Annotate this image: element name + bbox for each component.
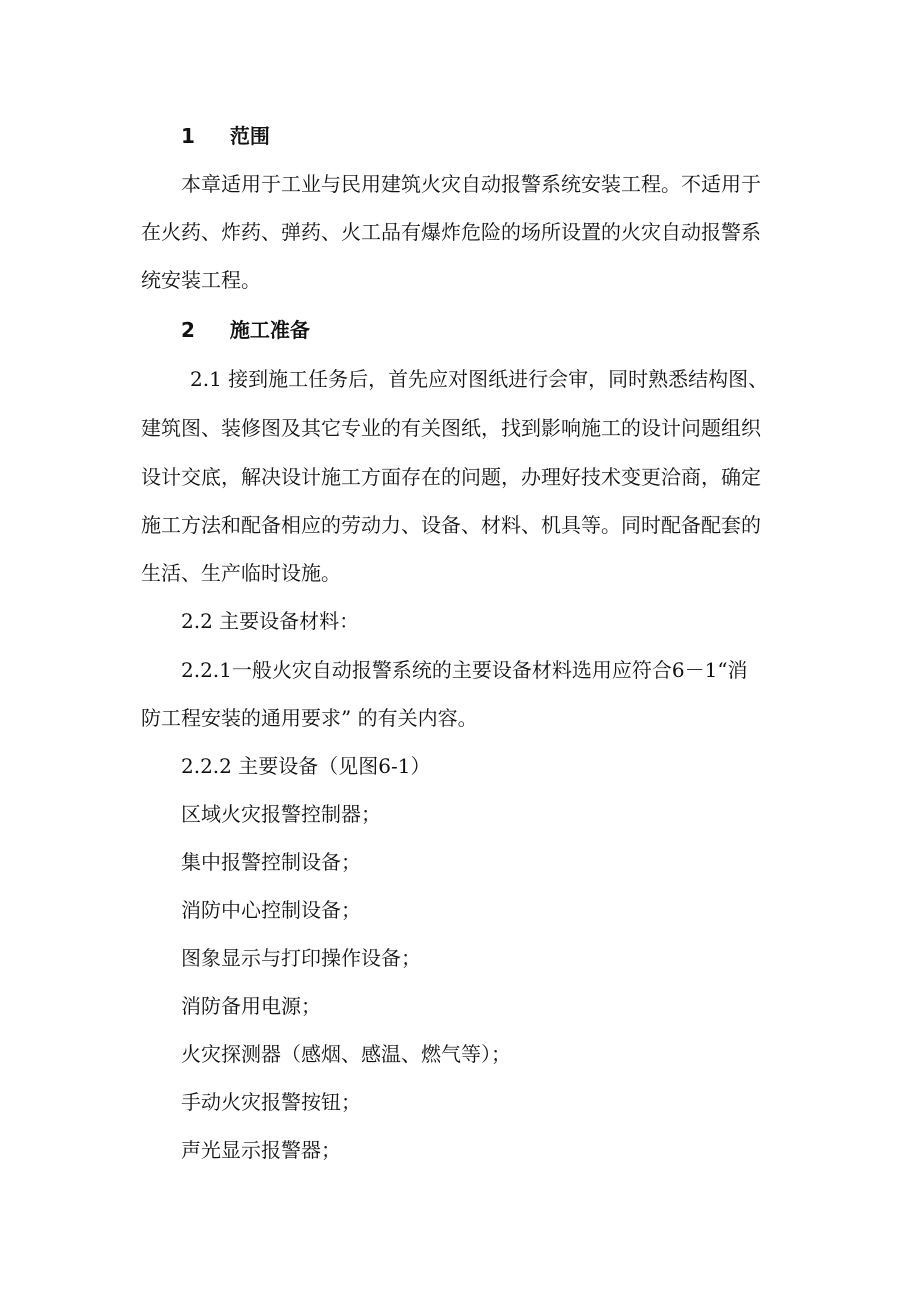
list-item: 火灾探测器（感烟、感温、燃气等）； [181,1042,511,1066]
subsection-heading: 2.2.2 主要设备（见图6-1） [181,754,431,778]
body-line: 生活、生产临时设施。 [141,561,341,585]
section-number: 1 [181,124,195,148]
body-line: 本章适用于工业与民用建筑火灾自动报警系统安装工程。不适用于 [181,172,761,196]
body-line: 统安装工程。 [141,268,261,292]
list-item: 手动火灾报警按钮； [181,1090,361,1114]
list-item: 声光显示报警器； [181,1138,341,1162]
section-number: 2 [181,318,195,342]
body-line: 设计交底，解决设计施工方面存在的问题，办理好技术变更洽商，确定 [141,465,761,489]
list-item: 消防中心控制设备； [181,898,361,922]
section-2-heading [181,318,310,342]
section-title: 施工准备 [229,318,310,342]
body-line: 在火药、炸药、弹药、火工品有爆炸危险的场所设置的火灾自动报警系 [141,220,761,244]
list-item: 集中报警控制设备； [181,850,361,874]
list-item: 区域火灾报警控制器； [181,802,381,826]
subsection-heading: 2.2 主要设备材料： [181,609,360,633]
body-line: 2.1 接到施工任务后，首先应对图纸进行会审，同时熟悉结构图、 [190,367,769,391]
body-line: 建筑图、装修图及其它专业的有关图纸，找到影响施工的设计问题组织 [141,416,761,440]
list-item: 图象显示与打印操作设备； [181,946,421,970]
section-title: 范围 [229,124,270,148]
list-item: 消防备用电源； [181,994,321,1018]
section-1-heading [181,124,270,148]
body-line: 2.2.1一般火灾自动报警系统的主要设备材料选用应符合6－1“消 [181,658,748,682]
body-line: 防工程安装的通用要求” 的有关内容。 [141,706,478,730]
body-line: 施工方法和配备相应的劳动力、设备、材料、机具等。同时配备配套的 [141,513,761,537]
